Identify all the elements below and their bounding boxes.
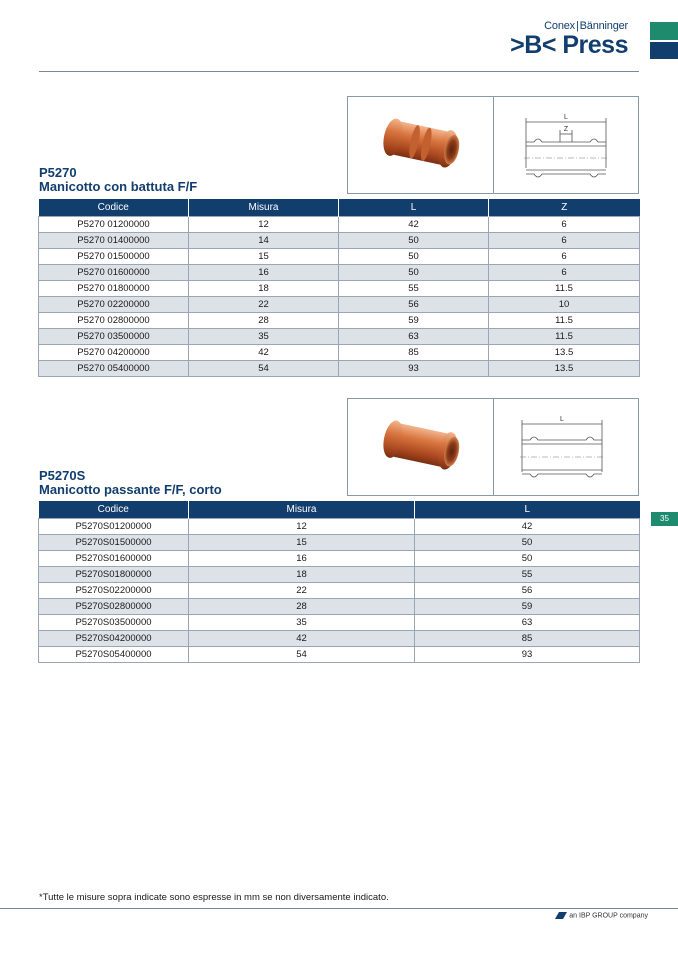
product-name: Manicotto con battuta F/F [39, 179, 198, 194]
header-divider [39, 71, 639, 72]
table-cell: 42 [189, 631, 415, 647]
table-row [39, 233, 640, 249]
product-name: Manicotto passante F/F, corto [39, 482, 222, 497]
column-header: L [415, 501, 640, 519]
table-row [39, 615, 640, 631]
product-code: P5270 [39, 165, 77, 180]
table-cell: P5270 05400000 [39, 361, 189, 377]
table-cell: 11.5 [489, 329, 640, 345]
table-cell: P5270S01600000 [39, 551, 189, 567]
table-cell: 93 [339, 361, 489, 377]
table-cell: P5270S02200000 [39, 583, 189, 599]
column-header: L [339, 199, 489, 217]
table-row [39, 535, 640, 551]
table-cell: 93 [415, 647, 640, 663]
table-cell: P5270 01500000 [39, 249, 189, 265]
column-header: Codice [39, 199, 189, 217]
table-cell: P5270 01600000 [39, 265, 189, 281]
table-cell: P5270 01800000 [39, 281, 189, 297]
footer-divider [0, 908, 678, 909]
table-cell: 28 [189, 599, 415, 615]
table-row [39, 313, 640, 329]
table-cell: 15 [189, 249, 339, 265]
table-row [39, 599, 640, 615]
table-cell: P5270S01500000 [39, 535, 189, 551]
table-cell: 59 [415, 599, 640, 615]
table-cell: 85 [415, 631, 640, 647]
table-cell: P5270 01400000 [39, 233, 189, 249]
table-cell: P5270S04200000 [39, 631, 189, 647]
table-cell: 16 [189, 551, 415, 567]
table-row [39, 583, 640, 599]
spec-table-p5270s [38, 501, 640, 663]
table-cell: 50 [339, 233, 489, 249]
column-header: Codice [39, 501, 189, 519]
table-row [39, 217, 640, 233]
table-cell: 13.5 [489, 345, 640, 361]
table-cell: 55 [415, 567, 640, 583]
table-cell: 42 [415, 519, 640, 535]
column-header: Z [489, 199, 640, 217]
table-cell: P5270 03500000 [39, 329, 189, 345]
table-cell: 6 [489, 265, 640, 281]
brand-color-block-blue [650, 42, 678, 59]
table-cell: 50 [415, 551, 640, 567]
table-row [39, 329, 640, 345]
table-cell: 28 [189, 313, 339, 329]
table-row [39, 647, 640, 663]
table-row [39, 297, 640, 313]
brand-color-block-green [650, 22, 678, 40]
table-cell: 54 [189, 647, 415, 663]
table-header-row [39, 199, 640, 217]
table-cell: P5270S01800000 [39, 567, 189, 583]
table-cell: 50 [339, 265, 489, 281]
dimension-label-l: L [564, 114, 568, 121]
table-cell: 13.5 [489, 361, 640, 377]
table-cell: 50 [415, 535, 640, 551]
table-cell: 85 [339, 345, 489, 361]
footer-group-label [555, 912, 648, 919]
brand-name-left: Conex [544, 20, 575, 32]
table-cell: P5270S05400000 [39, 647, 189, 663]
table-cell: 63 [415, 615, 640, 631]
table-cell: 6 [489, 249, 640, 265]
brand-company: Conex|Bänninger [544, 20, 628, 32]
ibp-logo-icon [555, 912, 567, 919]
table-cell: 59 [339, 313, 489, 329]
table-cell: 11.5 [489, 281, 640, 297]
table-row [39, 249, 640, 265]
table-cell: P5270S02800000 [39, 599, 189, 615]
table-row [39, 567, 640, 583]
table-cell: P5270 02800000 [39, 313, 189, 329]
table-row [39, 631, 640, 647]
table-cell: 50 [339, 249, 489, 265]
table-cell: 63 [339, 329, 489, 345]
footer-group-text: an IBP GROUP company [569, 912, 648, 920]
table-row [39, 361, 640, 377]
technical-drawing-p5270 [520, 108, 612, 184]
table-cell: 14 [189, 233, 339, 249]
table-cell: 42 [189, 345, 339, 361]
table-cell: 11.5 [489, 313, 640, 329]
table-cell: 56 [415, 583, 640, 599]
table-cell: 10 [489, 297, 640, 313]
table-cell: 6 [489, 217, 640, 233]
table-cell: 18 [189, 281, 339, 297]
column-header: Misura [189, 501, 415, 519]
table-row [39, 265, 640, 281]
table-cell: 54 [189, 361, 339, 377]
table-cell: 15 [189, 535, 415, 551]
table-cell: 22 [189, 583, 415, 599]
table-cell: P5270S01200000 [39, 519, 189, 535]
section-title-p5270 [39, 166, 197, 194]
footnote: *Tutte le misure sopra indicate sono espresse in mm se non diversamente indicato. [39, 892, 389, 903]
table-cell: 12 [189, 217, 339, 233]
table-cell: 35 [189, 329, 339, 345]
section-title-p5270s [39, 469, 222, 497]
table-cell: 35 [189, 615, 415, 631]
table-row [39, 551, 640, 567]
table-cell: 18 [189, 567, 415, 583]
table-cell: 16 [189, 265, 339, 281]
fitting-photo-p5270s [372, 414, 468, 480]
image-box-divider [493, 399, 494, 495]
table-cell: 6 [489, 233, 640, 249]
dimension-label-z: Z [563, 126, 569, 133]
table-header-row [39, 501, 640, 519]
page-number-tab: 35 [651, 512, 678, 526]
table-cell: 12 [189, 519, 415, 535]
table-cell: 42 [339, 217, 489, 233]
table-row [39, 281, 640, 297]
column-header: Misura [189, 199, 339, 217]
brand-logo [510, 20, 628, 58]
brand-name-right: Bänninger [579, 20, 628, 32]
table-cell: 55 [339, 281, 489, 297]
dimension-label-l: L [560, 416, 564, 423]
table-cell: P5270 04200000 [39, 345, 189, 361]
table-cell: 56 [339, 297, 489, 313]
spec-table-p5270 [38, 199, 640, 377]
table-row [39, 345, 640, 361]
table-cell: P5270 01200000 [39, 217, 189, 233]
product-code: P5270S [39, 468, 86, 483]
image-box-divider [493, 97, 494, 193]
table-row [39, 519, 640, 535]
technical-drawing-p5270s [516, 410, 612, 486]
table-cell: P5270 02200000 [39, 297, 189, 313]
table-cell: P5270S03500000 [39, 615, 189, 631]
table-cell: 22 [189, 297, 339, 313]
product-line-logo: >B< Press [510, 31, 628, 59]
fitting-photo-p5270 [372, 112, 468, 178]
